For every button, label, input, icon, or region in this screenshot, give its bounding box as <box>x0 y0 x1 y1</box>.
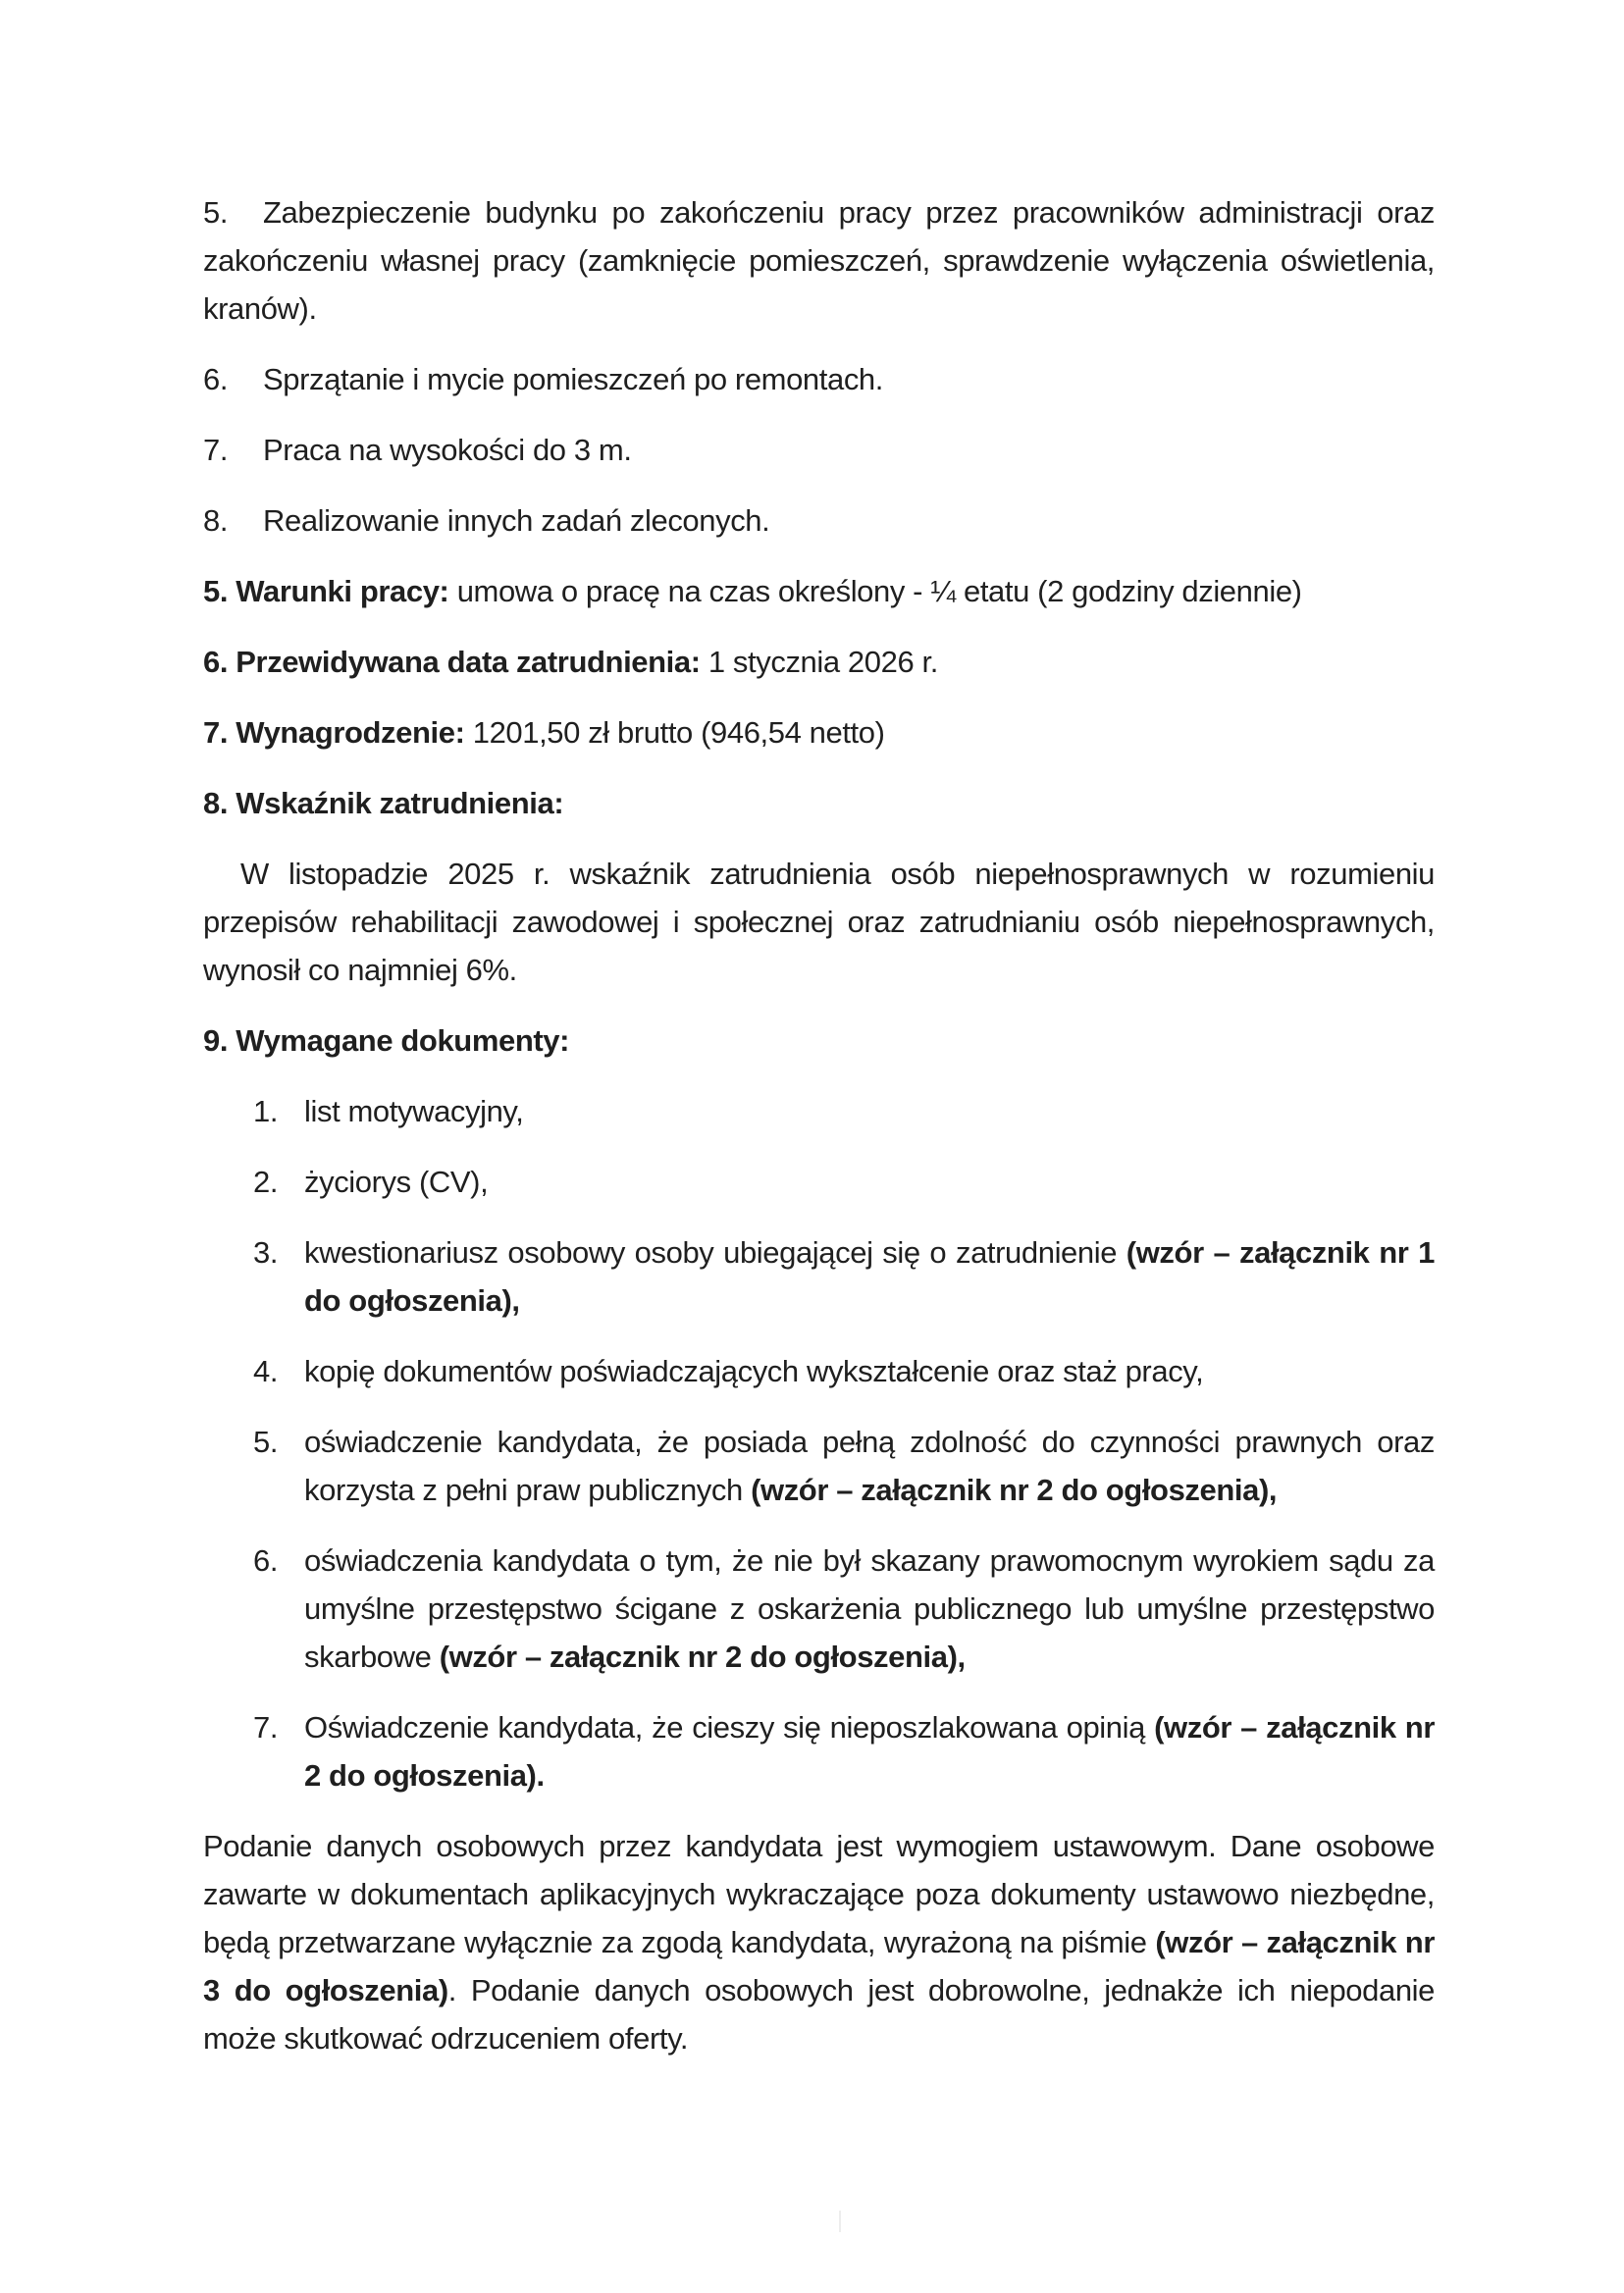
required-documents-heading <box>203 1016 1435 1065</box>
document-text: kwestionariusz osobowy osoby ubiegającej się o zatrudnienie <box>304 1235 1126 1270</box>
document-text: życiorys (CV), <box>304 1165 489 1199</box>
document-number: 4. <box>253 1354 279 1388</box>
document-text-bold: (wzór – załącznik nr 2 do ogłoszenia). <box>304 1710 1435 1793</box>
employment-indicator-paragraph: W listopadzie 2025 r. wskaźnik zatrudnienia osób niepełnosprawnych w rozumieniu przepisów rehabilitacji zawodowej i społecznej oraz zatrudnianiu osób niepełnosprawnych, wynosił co najmniej 6%. <box>203 857 1435 987</box>
gdpr-paragraph <box>203 1822 1435 2062</box>
section-wskaznik-zatrudnienia <box>203 779 1435 827</box>
document-text-bold: (wzór – załącznik nr 1 do ogłoszenia), <box>304 1235 1435 1318</box>
section-data-zatrudnienia <box>203 638 1435 686</box>
document-number: 1. <box>253 1094 279 1128</box>
duty-number: 6. <box>203 362 229 396</box>
document-number: 5. <box>253 1425 279 1459</box>
document-item-6 <box>203 1537 1435 1681</box>
gdpr-text-bold: (wzór – załącznik nr 3 do ogłoszenia) <box>203 1925 1436 2007</box>
document-text-bold: (wzór – załącznik nr 2 do ogłoszenia), <box>439 1640 966 1674</box>
document-text-bold: (wzór – załącznik nr 2 do ogłoszenia), <box>751 1473 1278 1507</box>
document-item-4 <box>203 1347 1435 1395</box>
document-item-5 <box>203 1418 1435 1514</box>
duty-text: Realizowanie innych zadań zleconych. <box>263 503 770 538</box>
duty-item-5 <box>203 188 1435 333</box>
gdpr-text: . Podanie danych osobowych jest dobrowolne, jednakże ich niepodanie może skutkować odrzuceniem oferty. <box>203 1973 1435 2056</box>
document-text: oświadczenia kandydata o tym, że nie był skazany prawomocnym wyrokiem sądu za umyślne przestępstwo ścigane z oskarżenia publicznego lub umyślne przestępstwo skarbowe <box>304 1543 1435 1674</box>
document-number: 6. <box>253 1543 279 1578</box>
duty-number: 7. <box>203 433 229 467</box>
section-text: 1201,50 zł brutto (946,54 netto) <box>472 715 885 750</box>
document-number: 3. <box>253 1235 279 1270</box>
scan-artifact <box>839 2211 841 2232</box>
duty-item-7 <box>203 426 1435 474</box>
section-label: 5. Warunki pracy: <box>203 574 449 608</box>
document-item-1 <box>203 1087 1435 1135</box>
section-warunki-pracy <box>203 567 1435 615</box>
duty-text: Praca na wysokości do 3 m. <box>263 433 632 467</box>
document-number: 2. <box>253 1165 279 1199</box>
document-item-3 <box>203 1228 1435 1325</box>
document-text: list motywacyjny, <box>304 1094 524 1128</box>
duty-number: 5. <box>203 195 229 230</box>
section-label: 6. Przewidywana data zatrudnienia: <box>203 645 701 679</box>
heading-label: 9. Wymagane dokumenty: <box>203 1023 570 1058</box>
section-text: umowa o pracę na czas określony - ¼ etatu (2 godziny dziennie) <box>456 574 1302 608</box>
duty-item-8 <box>203 496 1435 545</box>
document-item-2 <box>203 1158 1435 1206</box>
document-text: Oświadczenie kandydata, że cieszy się nieposzlakowana opinią <box>304 1710 1155 1745</box>
duty-item-6 <box>203 355 1435 403</box>
section-label: 7. Wynagrodzenie: <box>203 715 465 750</box>
document-item-7 <box>203 1703 1435 1799</box>
duty-text: Zabezpieczenie budynku po zakończeniu pracy przez pracowników administracji oraz zakończeniu własnej pracy (zamknięcie pomieszczeń, sprawdzenie wyłączenia oświetlenia, kranów). <box>203 195 1435 326</box>
document-number: 7. <box>253 1710 279 1745</box>
document-text: oświadczenie kandydata, że posiada pełną zdolność do czynności prawnych oraz korzysta z pełni praw publicznych <box>304 1425 1435 1507</box>
gdpr-text: Podanie danych osobowych przez kandydata jest wymogiem ustawowym. Dane osobowe zawarte w dokumentach aplikacyjnych wykraczające poza dokumenty ustawowo niezbędne, będą przetwarzane wyłącznie za zgodą kandydata, wyrażoną na piśmie <box>203 1829 1435 1959</box>
section-label: 8. Wskaźnik zatrudnienia: <box>203 786 564 820</box>
section-wynagrodzenie <box>203 708 1435 756</box>
duty-text: Sprzątanie i mycie pomieszczeń po remontach. <box>263 362 883 396</box>
duty-number: 8. <box>203 503 229 538</box>
section-text: 1 stycznia 2026 r. <box>707 645 938 679</box>
document-text: kopię dokumentów poświadczających wykształcenie oraz staż pracy, <box>304 1354 1204 1388</box>
